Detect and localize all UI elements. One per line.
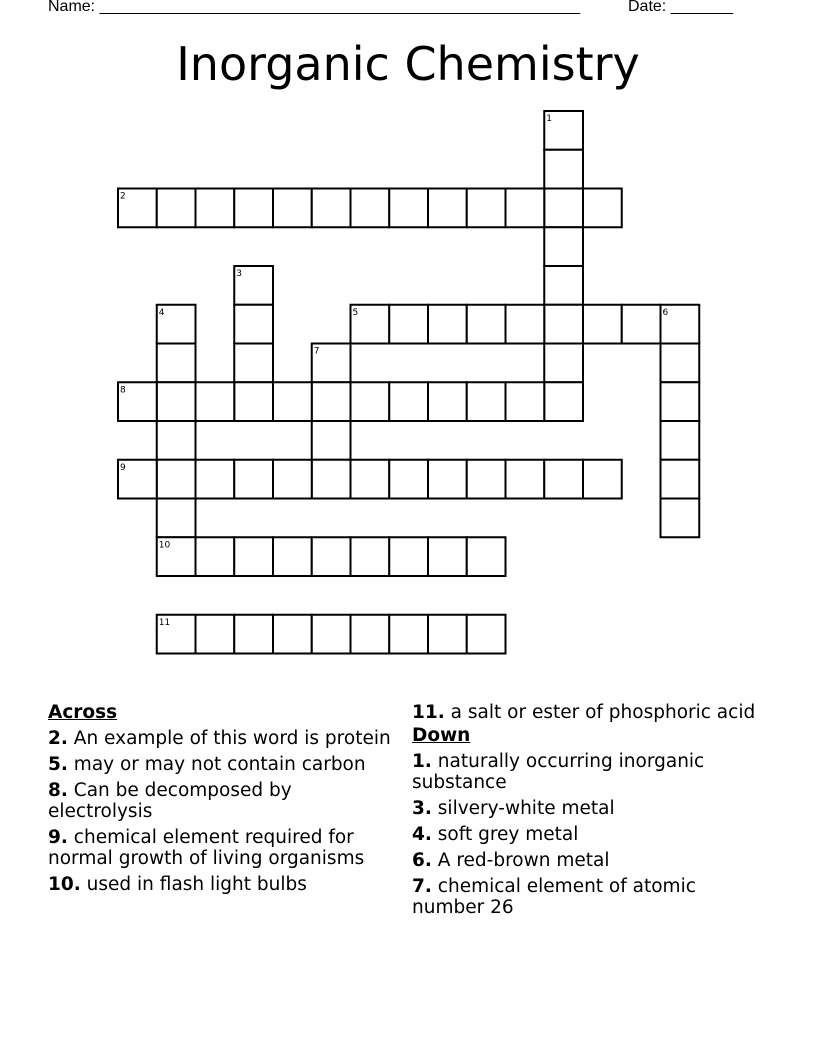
grid-cell[interactable] [234, 615, 273, 654]
date-field-label: Date: _______ [628, 0, 733, 15]
grid-cell[interactable] [234, 537, 273, 576]
grid-cell[interactable] [312, 189, 351, 228]
grid-cell[interactable] [196, 460, 235, 499]
grid-cell[interactable] [157, 499, 196, 538]
cell-number: 5 [352, 307, 359, 318]
across-heading: Across [48, 702, 118, 723]
down-clue-7 [412, 876, 757, 918]
grid-cell[interactable] [389, 382, 428, 421]
down-clue-4 [412, 824, 757, 845]
clue-number: 4. [412, 824, 432, 845]
clue-number: 10. [48, 874, 81, 895]
grid-cell[interactable] [196, 382, 235, 421]
grid-cell[interactable] [389, 537, 428, 576]
grid-cell[interactable] [467, 537, 506, 576]
grid-cell[interactable] [234, 305, 273, 344]
grid-cell[interactable] [544, 150, 583, 189]
grid-cell[interactable] [544, 227, 583, 266]
grid-cell[interactable] [544, 305, 583, 344]
clue-text: An example of this word is protein [73, 728, 391, 749]
grid-cell[interactable] [234, 266, 273, 305]
grid-cell[interactable] [389, 460, 428, 499]
cell-number: 9 [120, 462, 126, 473]
grid-cell[interactable] [351, 460, 390, 499]
cell-number: 7 [313, 346, 320, 357]
grid-cell[interactable] [234, 189, 273, 228]
across-clue-11 [412, 702, 757, 723]
clue-text: A red-brown metal [437, 850, 610, 871]
across-clue-10 [48, 874, 393, 895]
cell-number: 2 [120, 191, 126, 202]
grid-cell[interactable] [157, 305, 196, 344]
grid-cell[interactable] [467, 615, 506, 654]
clue-text: soft grey metal [437, 824, 579, 845]
grid-cell[interactable] [428, 305, 467, 344]
grid-cell[interactable] [544, 344, 583, 383]
cell-number: 8 [120, 385, 126, 396]
down-heading: Down [412, 725, 471, 746]
grid-cell[interactable] [157, 615, 196, 654]
grid-cell[interactable] [312, 382, 351, 421]
name-field-label: Name: ______________________________________________________ [48, 0, 581, 15]
cell-number: 6 [662, 307, 669, 318]
cell-number: 4 [158, 307, 165, 318]
cell-number: 1 [546, 114, 552, 124]
clue-text: Can be decomposed by electrolysis [48, 780, 292, 822]
across-clue-2 [48, 728, 393, 749]
grid-cell[interactable] [544, 460, 583, 499]
grid-cell[interactable] [506, 460, 545, 499]
across-clue-8 [48, 780, 393, 822]
grid-cell[interactable] [544, 189, 583, 228]
grid-cell[interactable] [428, 615, 467, 654]
across-clues [48, 702, 393, 900]
grid-cell[interactable] [351, 189, 390, 228]
grid-cell[interactable] [661, 344, 700, 383]
grid-cell[interactable] [312, 344, 351, 383]
grid-cell[interactable] [351, 615, 390, 654]
grid-cell[interactable] [506, 382, 545, 421]
grid-cell[interactable] [467, 189, 506, 228]
grid-cell[interactable] [661, 382, 700, 421]
down-clue-6 [412, 850, 757, 871]
grid-cell[interactable] [273, 460, 312, 499]
across-clue-9 [48, 827, 393, 869]
grid-cell[interactable] [544, 266, 583, 305]
grid-cell[interactable] [428, 460, 467, 499]
grid-cell[interactable] [467, 382, 506, 421]
clue-number: 2. [48, 728, 68, 749]
grid-cell[interactable] [544, 111, 583, 150]
grid-cell[interactable] [389, 615, 428, 654]
grid-cell[interactable] [428, 189, 467, 228]
clue-number: 11. [412, 702, 445, 723]
clue-text: used in flash light bulbs [86, 874, 307, 895]
grid-cell[interactable] [661, 421, 700, 460]
clue-text: a salt or ester of phosphoric acid [450, 702, 756, 723]
page-title: Inorganic Chemistry [176, 37, 640, 91]
grid-cell[interactable] [234, 460, 273, 499]
clues-column-right [412, 702, 757, 923]
grid-cell[interactable] [312, 615, 351, 654]
cell-number: 3 [236, 269, 242, 279]
clue-number: 5. [48, 754, 68, 775]
grid-cell[interactable] [157, 537, 196, 576]
grid-cell[interactable] [273, 189, 312, 228]
grid-cell[interactable] [157, 460, 196, 499]
grid-cell[interactable] [273, 615, 312, 654]
grid-cell[interactable] [273, 382, 312, 421]
grid-cell[interactable] [544, 382, 583, 421]
clue-text: may or may not contain carbon [73, 754, 366, 775]
grid-cell[interactable] [312, 460, 351, 499]
grid-cell[interactable] [312, 537, 351, 576]
cell-number: 10 [158, 540, 171, 551]
grid-cell[interactable] [118, 382, 157, 421]
grid-cell[interactable] [196, 615, 235, 654]
grid-cell[interactable] [583, 305, 622, 344]
grid-cell[interactable] [351, 537, 390, 576]
grid-cell[interactable] [157, 421, 196, 460]
grid-cell[interactable] [583, 189, 622, 228]
clue-number: 9. [48, 827, 68, 848]
grid-cell[interactable] [389, 189, 428, 228]
grid-cell[interactable] [157, 189, 196, 228]
grid-cell[interactable] [506, 189, 545, 228]
clue-number: 3. [412, 798, 432, 819]
clue-text: naturally occurring inorganic substance [412, 751, 705, 793]
grid-cell[interactable] [389, 305, 428, 344]
grid-cell[interactable] [351, 305, 390, 344]
clue-number: 6. [412, 850, 432, 871]
grid-cell[interactable] [157, 382, 196, 421]
grid-cell[interactable] [428, 537, 467, 576]
clue-number: 1. [412, 751, 432, 772]
grid-cell[interactable] [661, 460, 700, 499]
down-clue-3 [412, 798, 757, 819]
cell-number: 11 [158, 617, 171, 628]
grid-cell[interactable] [467, 460, 506, 499]
clue-number: 8. [48, 780, 68, 801]
across-clue-5 [48, 754, 393, 775]
clue-text: chemical element of atomic number 26 [412, 876, 696, 918]
grid-cell[interactable] [506, 305, 545, 344]
grid-cell[interactable] [273, 537, 312, 576]
grid-cell[interactable] [661, 499, 700, 538]
grid-cell[interactable] [467, 305, 506, 344]
down-clue-1 [412, 751, 757, 793]
grid-cell[interactable] [351, 382, 390, 421]
grid-cell[interactable] [196, 189, 235, 228]
grid-cell[interactable] [661, 305, 700, 344]
grid-cell[interactable] [234, 344, 273, 383]
grid-cell[interactable] [312, 421, 351, 460]
grid-cell[interactable] [157, 344, 196, 383]
grid-cell[interactable] [118, 189, 157, 228]
clue-number: 7. [412, 876, 432, 897]
grid-cell[interactable] [118, 460, 157, 499]
grid-cell[interactable] [428, 382, 467, 421]
clue-text: chemical element required for normal growth of living organisms [48, 827, 365, 869]
grid-cell[interactable] [196, 537, 235, 576]
grid-cell[interactable] [622, 305, 661, 344]
clue-text: silvery-white metal [437, 798, 615, 819]
grid-cell[interactable] [234, 382, 273, 421]
grid-cell[interactable] [583, 460, 622, 499]
